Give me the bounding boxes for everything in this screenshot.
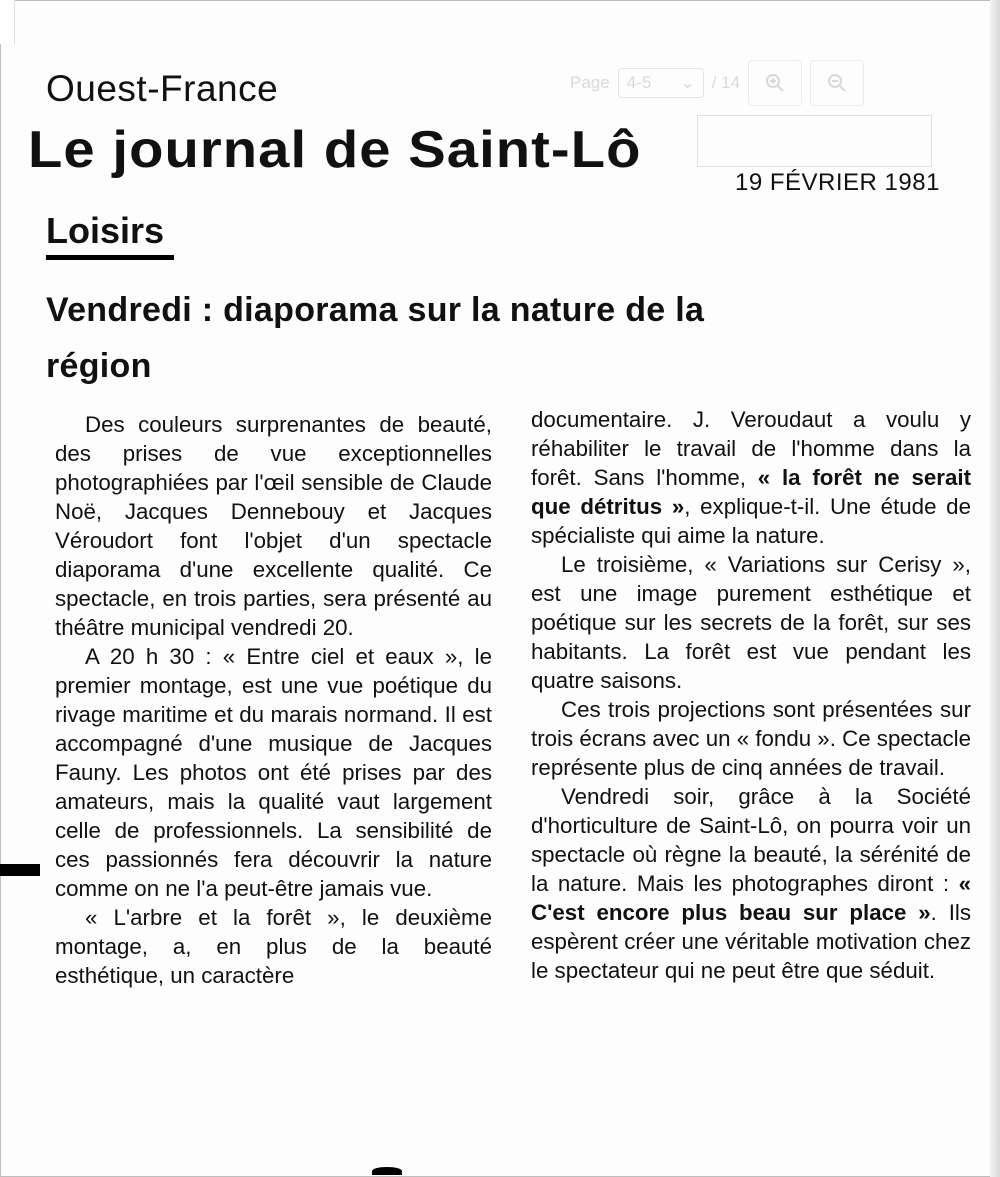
scan-edge-shadow xyxy=(990,0,1000,1177)
section-underline xyxy=(46,255,174,260)
publication-date: 19 FÉVRIER 1981 xyxy=(735,169,940,196)
zoom-in-button[interactable] xyxy=(748,60,802,106)
newspaper-name: Ouest-France xyxy=(46,68,279,109)
article-paragraph: Ces trois projections sont présentées sur trois écrans avec un « fondu ». Ce spectacle représente plus de cinq années de travail. xyxy=(531,697,971,780)
section-label: Loisirs xyxy=(46,210,165,251)
article-paragraph: A 20 h 30 : « Entre ciel et eaux », le premier montage, est une vue poétique du rivage maritime et du marais normand. Il est accompagné d'une musique de Jacques Fauny. Les photos ont été prises par des amateurs, mais la qualité vaut largement celle de professionnels. La sensibilité de ces passionnés fera découvrir la nature comme on ne l'a peut-être jamais vue. xyxy=(55,644,492,901)
quote-bold: « la forêt ne serait que détritus » xyxy=(531,465,971,519)
page-total: / 14 xyxy=(711,73,741,92)
page-label: Page xyxy=(570,73,610,92)
article-column-left xyxy=(55,410,492,990)
paragraph-text: Vendredi soir, grâce à la Société d'horticulture de Saint-Lô, on pourra voir un spectacle où règne la beauté, la sérénité de la nature. Mais les photographes diront : xyxy=(531,784,971,896)
article-paragraph: « L'arbre et la forêt », le deuxième montage, a, en plus de la beauté esthétique, un caractère xyxy=(55,905,492,988)
zoom-out-icon xyxy=(827,73,847,93)
scan-corner-mark xyxy=(0,0,15,44)
quote-bold: « C'est encore plus beau sur place » xyxy=(531,871,971,925)
paragraph-text: . Ils espèrent créer une véritable motivation chez le spectateur qui ne peut être que séduit. xyxy=(531,900,971,983)
article-paragraph: Des couleurs surprenantes de beauté, des prises de vue exceptionnelles photographiées par l'œil sensible de Claude Noë, Jacques Dennebouy et Jacques Véroudort font l'objet d'un spectacle diaporama d'une excellente qualité. Ce spectacle, en trois parties, sera présenté au théâtre municipal vendredi 20. xyxy=(55,412,492,640)
page-select-value: 4-5 xyxy=(626,73,652,92)
page-select[interactable] xyxy=(618,68,704,98)
bottom-ink-mark xyxy=(372,1167,402,1175)
paragraph-text: , explique-t-il. Une étude de spécialiste qui aime la nature. xyxy=(531,494,971,548)
zoom-out-button[interactable] xyxy=(810,60,864,106)
margin-ink-mark xyxy=(0,864,40,876)
paragraph-text: documentaire. J. Veroudaut a voulu y réhabiliter le travail de l'homme dans la forêt. Sans l'homme, xyxy=(531,407,971,490)
viewer-ghost-panel xyxy=(697,115,932,167)
article-column-right xyxy=(531,405,971,985)
viewer-toolbar-ghost xyxy=(570,60,864,106)
newspaper-edition-title: Le journal de Saint-Lô xyxy=(28,121,642,179)
zoom-in-icon xyxy=(765,73,785,93)
chevron-down-icon: ⌄ xyxy=(680,73,695,92)
article-paragraph xyxy=(531,782,971,985)
article-paragraph: Le troisième, « Variations sur Cerisy », est une image purement esthétique et poétique sur les secrets de la forêt, sur ses habitants. La forêt est vue pendant les quatre saisons. xyxy=(531,552,971,693)
article-headline: Vendredi : diaporama sur la nature de la région xyxy=(46,291,705,385)
article-paragraph xyxy=(531,405,971,550)
